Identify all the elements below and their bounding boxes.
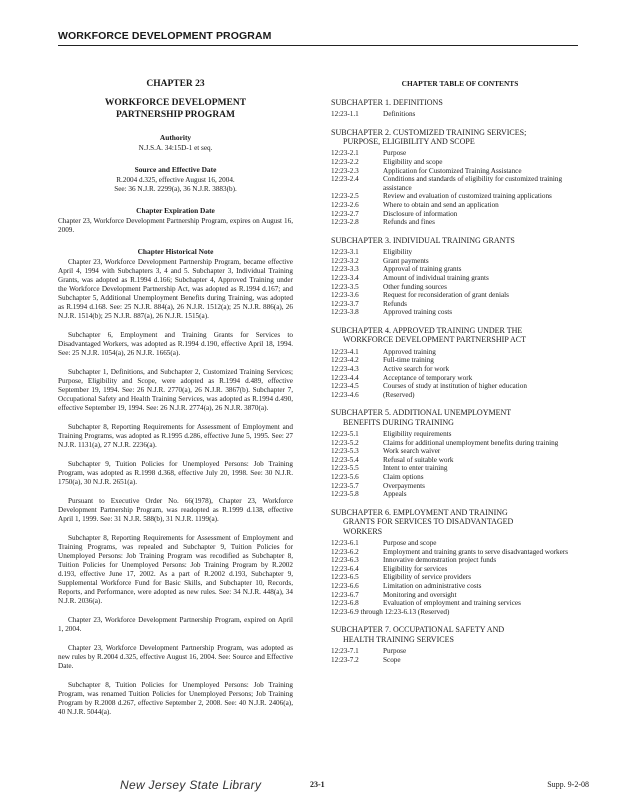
toc-entry-title: Grant payments [383, 256, 429, 265]
subchapter-heading-line: SUBCHAPTER 7. OCCUPATIONAL SAFETY AND [331, 625, 505, 635]
toc-entry-number: 12:23-4.3 [331, 364, 359, 373]
toc-entry-title: Purpose and scope [383, 539, 437, 548]
toc-entry-title: Limitation on administrative costs [383, 582, 482, 591]
toc-entry [331, 274, 589, 283]
subchapter-heading-line: SUBCHAPTER 2. CUSTOMIZED TRAINING SERVICES; [331, 127, 527, 137]
toc-entry-number: 12:23-3.6 [331, 291, 359, 300]
subchapter-heading [331, 625, 589, 644]
toc-entry [331, 591, 589, 600]
toc-entry-number: 12:23-4.5 [331, 382, 359, 391]
toc-entry-title: Eligibility requirements [383, 430, 452, 439]
toc-entry [331, 149, 589, 158]
toc-entry [331, 464, 589, 473]
toc-entry-number: 12:23-2.4 [331, 175, 359, 184]
toc-entry-title: Definitions [383, 110, 416, 118]
chapter-title-line: PARTNERSHIP PROGRAM [115, 109, 236, 120]
toc-entry [331, 391, 589, 400]
historical-note-paragraph: Subchapter 8, Reporting Requirements for Assessment of Employment and Training Programs, was adopted as R.1995 d.286, effective June 5, 1995. See: 27 N.J.R. 1131(a), 27 N.J.R. 2236(a). [58, 423, 293, 449]
toc-entry-number: 12:23-6.7 [331, 590, 359, 599]
toc-entry-title: Eligibility [383, 248, 413, 257]
historical-notes [58, 258, 293, 717]
toc-entry-title: Courses of study at institution of higher education [383, 382, 527, 391]
toc-entry-number: 12:23-3.8 [331, 308, 359, 317]
header-rule [58, 45, 578, 46]
toc-entry-title: Claims for additional unemployment benefits during training [383, 438, 559, 447]
toc-entry-title: Refunds and fines [383, 218, 435, 227]
toc-entry-title: Employment and training grants to serve disadvantaged workers [383, 547, 569, 556]
toc-entry [331, 201, 589, 210]
toc-entry-number: 12:23-4.2 [331, 356, 359, 365]
toc-entry [331, 283, 589, 292]
toc-entry-title: Approved training costs [383, 308, 453, 317]
historical-note-paragraph: Pursuant to Executive Order No. 66(1978), Chapter 23, Workforce Development Partnership Program, was readopted as R.1999 d.138, effective April 1, 1999. See: 31 N.J.R. 588(b), 31 N.J.R. 1199(a). [58, 497, 293, 523]
toc-entry-number: 12:23-2.8 [331, 218, 359, 227]
toc-entry-title: Other funding sources [383, 282, 447, 291]
toc-entry-number: 12:23-3.3 [331, 265, 359, 274]
toc-entry [331, 430, 589, 439]
toc-title: CHAPTER TABLE OF CONTENTS [401, 79, 519, 88]
toc-entry-number: 12:23-5.8 [331, 490, 359, 499]
chapter-title [58, 98, 293, 121]
toc-entry-title: Disclosure of information [383, 209, 458, 218]
toc-entry [331, 647, 589, 656]
historical-note-paragraph: Subchapter 9, Tuition Policies for Unemployed Persons: Job Training Program, was adopted as R.1998 d.368, effective July 20, 1998. See: 30 N.J.R. 1750(a), 30 N.J.R. 2651(a). [58, 460, 293, 486]
toc-entry-title: Work search waiver [383, 447, 441, 456]
toc-entry [331, 356, 589, 365]
historical-note-paragraph: Chapter 23, Workforce Development Partnership Program, expired on April 1, 2004. [58, 616, 293, 633]
toc-entry-number: 12:23-6.6 [331, 582, 359, 591]
toc-entry [331, 439, 589, 448]
source-heading: Source and Effective Date [134, 165, 217, 174]
toc-entry [331, 599, 589, 608]
subchapter-heading-line: HEALTH TRAINING SERVICES [343, 634, 454, 644]
historical-note-paragraph: Subchapter 1, Definitions, and Subchapter 2, Customized Training Services; Purpose, Eligibility and Scope, were adopted as R.1994 d.489, effective September 19, 1994. See: 26 N.J.R. 2770(a), 26 N.J.R. 3867(b). Subchapter 7, Occupational Safety and Health Training Services, was adopted as R.1994 d.490, effective September 19, 1994. See: 26 N.J.R. 2774(a), 26 N.J.R. 3870(a). [58, 368, 293, 412]
toc-entry [331, 348, 589, 357]
toc-entry [331, 565, 589, 574]
expiration-note [58, 217, 293, 235]
toc-entry [331, 382, 589, 391]
toc-entry-title: Approved training [383, 347, 436, 356]
toc-entry [331, 110, 589, 119]
toc-entry-title: Application for Customized Training Assistance [383, 166, 522, 175]
toc-entry [331, 300, 589, 309]
toc-entry [331, 365, 589, 374]
subchapter-heading-line: SUBCHAPTER 5. ADDITIONAL UNEMPLOYMENT [331, 408, 512, 418]
toc-entry [331, 218, 589, 227]
toc-entry-number: 12:23-6.3 [331, 556, 359, 565]
toc-entry-title: Eligibility of service providers [383, 573, 472, 582]
toc-entry [331, 158, 589, 167]
toc-entry [331, 248, 589, 257]
toc-entry-number: 12:23-5.5 [331, 464, 359, 473]
toc-entry [331, 556, 589, 565]
toc-entry-title: Review and evaluation of customized training applications [383, 192, 552, 201]
subchapter-heading [331, 236, 589, 245]
toc-entry-number: 12:23-3.4 [331, 273, 359, 282]
toc-entry-title: Active search for work [383, 364, 450, 373]
toc-entry-number: 12:23-3.5 [331, 282, 359, 291]
toc-entry-number: 12:23-2.1 [331, 149, 359, 158]
toc-entry-number: 12:23-3.1 [331, 248, 359, 257]
subchapter-heading [331, 508, 589, 536]
toc-entry-number: 12:23-6.2 [331, 547, 359, 556]
toc-entry-title: Innovative demonstration project funds [383, 556, 497, 565]
right-column [331, 80, 589, 664]
subchapter-heading-line: SUBCHAPTER 4. APPROVED TRAINING UNDER THE [331, 325, 523, 335]
toc-entry [331, 548, 589, 557]
toc-entry-number: 12:23-5.1 [331, 430, 359, 439]
toc-entry-title: Evaluation of employment and training services [383, 599, 521, 608]
toc-entry-number: 12:23-3.2 [331, 256, 359, 265]
toc-entry-number: 12:23-6.4 [331, 564, 359, 573]
expiration-heading: Chapter Expiration Date [136, 206, 215, 215]
toc-entry [331, 192, 589, 201]
toc-entry [331, 167, 589, 176]
toc-entry-title: Intent to enter training [383, 464, 448, 473]
toc-entry-number: 12:23-5.4 [331, 455, 359, 464]
subchapter-heading-line: WORKERS [343, 526, 383, 536]
toc-entry-number: 12:23-5.6 [331, 473, 359, 482]
source-text: R.2004 d.325, effective August 16, 2004. [116, 176, 235, 184]
toc-entry-number: 12:23-2.6 [331, 200, 359, 209]
table-of-contents [331, 98, 589, 665]
toc-entry [331, 447, 589, 456]
toc-entry-title: Approval of training grants [383, 265, 462, 274]
toc-entry-title: Refusal of suitable work [383, 455, 454, 464]
subchapter-heading-line: BENEFITS DURING TRAINING [343, 417, 454, 427]
toc-entry-title: Eligibility and scope [383, 158, 443, 166]
supplement-date: Supp. 9-2-08 [547, 780, 589, 789]
toc-entry-number: 12:23-7.2 [331, 655, 359, 664]
running-head: WORKFORCE DEVELOPMENT PROGRAM [58, 30, 272, 42]
historical-note-paragraph: Chapter 23, Workforce Development Partnership Program, was adopted as new rules by R.2004 d.325, effective August 16, 2004. See: Source and Effective Date. [58, 644, 293, 670]
toc-entry-title: Eligibility for services [383, 564, 448, 573]
toc-entry [331, 482, 589, 491]
toc-entry-number: 12:23-6.5 [331, 573, 359, 582]
historical-note-paragraph: Subchapter 8, Tuition Policies for Unemployed Persons: Job Training Program, was renamed Tuition Policies for Unemployed Persons; Job Training Program by R.2008 d.267, effective September 2, 2008. See: 40 N.J.R. 2406(a), 40 N.J.R. 5044(a). [58, 681, 293, 716]
toc-entry-number: 12:23-4.6 [331, 390, 359, 399]
toc-entry-number: 12:23-5.2 [331, 438, 359, 447]
toc-entry [331, 308, 589, 317]
chapter-title-line: WORKFORCE DEVELOPMENT [104, 98, 247, 108]
historical-note-paragraph: Subchapter 8, Reporting Requirements for Assessment of Employment and Training Programs, was repealed and Subchapter 9, Tuition Policies for Unemployed Persons: Job Training Program was recodified as Subchapter 8, Tuition Policies for Unemployed Persons: Job Training Program by R.2002 d.193, effective June 17, 2002. As a part of R.2002 d.193, Subchapter 9, Supplemental Workforce Fund for Basic Skills, and Subchapter 10, Records, Reports, and Performance, were adopted as new rules. See: 34 N.J.R. 448(a), 34 N.J.R. 2036(a). [58, 534, 293, 605]
toc-entry-number: 12:23-6.8 [331, 599, 359, 608]
toc-entry-title: Acceptance of temporary work [383, 373, 473, 382]
toc-entry [331, 374, 589, 383]
toc-entry-title: Request for reconsideration of grant denials [383, 291, 509, 300]
toc-entry-title: Claim options [383, 473, 424, 482]
toc-entry [331, 291, 589, 300]
toc-entry-title: Purpose [383, 149, 407, 158]
subchapter-heading [331, 408, 589, 427]
toc-entry [331, 210, 589, 219]
toc-entry-title: Purpose [383, 647, 407, 656]
subchapter-heading-line: PURPOSE, ELIGIBILITY AND SCOPE [343, 137, 475, 146]
toc-entry-number: 12:23-2.5 [331, 192, 359, 201]
toc-entry-number: 12:23-1.1 [331, 110, 359, 118]
library-watermark: New Jersey State Library [120, 778, 262, 792]
expiration-text: Chapter 23, Workforce Development Partnership Program, expires on August 16, 2009. [58, 217, 293, 234]
toc-entry-number: 12:23-5.7 [331, 481, 359, 490]
historical-note-paragraph: Chapter 23, Workforce Development Partnership Program, became effective April 4, 1994 with Subchapters 3, 4 and 5. Subchapter 3, Individual Training Grants, was adopted as R.1994 d.166; Subchapter 4, Approved Training under the Workforce Development Partnership Act, was adopted as R.1994 d.167; and Subchapter 5, Additional Unemployment Benefits during Training, was adopted as R.1994 d.168. See: 25 N.J.R. 884(a), 26 N.J.R. 1512(a); 25 N.J.R. 886(a), 26 N.J.R. 1514(b); 25 N.J.R. 887(a), 26 N.J.R. 1515(a). [58, 258, 293, 320]
toc-entry-number: 12:23-3.7 [331, 299, 359, 308]
footer [58, 778, 589, 794]
subchapter-heading [331, 128, 589, 147]
history-heading: Chapter Historical Note [137, 247, 214, 256]
toc-entry-number: 12:23-2.7 [331, 209, 359, 218]
toc-entry-title: Overpayments [383, 481, 425, 490]
subchapter-heading-line: SUBCHAPTER 6. EMPLOYMENT AND TRAINING [331, 507, 508, 517]
toc-entry-number: 12:23-4.4 [331, 373, 359, 382]
toc-entry [331, 656, 589, 665]
authority-heading: Authority [159, 133, 192, 142]
toc-entry-title: Full-time training [383, 356, 434, 365]
toc-entry [331, 456, 589, 465]
authority-text: N.J.S.A. 34:15D-1 et seq. [138, 144, 213, 152]
toc-entry [331, 473, 589, 482]
toc-entry-number: 12:23-2.3 [331, 166, 359, 175]
toc-entry [331, 582, 589, 591]
subchapter-heading-line: SUBCHAPTER 3. INDIVIDUAL TRAINING GRANTS [331, 235, 515, 245]
subchapter-heading-line: WORKFORCE DEVELOPMENT PARTNERSHIP ACT [343, 335, 527, 345]
historical-note-paragraph: Subchapter 6, Employment and Training Grants for Services to Disadvantaged Workers, was adopted as R.1994 d.190, effective April 18, 1994. See: 25 N.J.R. 1054(a), 26 N.J.R. 1665(a). [58, 331, 293, 357]
left-column [58, 80, 293, 727]
toc-entry-number: 12:23-2.2 [331, 158, 359, 166]
toc-entry [331, 257, 589, 266]
toc-entry-title: Scope [383, 655, 401, 664]
toc-entry [331, 490, 589, 499]
toc-entry [331, 539, 589, 548]
toc-entry [331, 573, 589, 582]
toc-entry-title: Where to obtain and send an application [383, 200, 499, 209]
toc-entry-title: Conditions and standards of eligibility for customized training assistance [383, 175, 563, 192]
toc-entry-range: 12:23-6.9 through 12:23-6.13 (Reserved) [331, 607, 450, 616]
subchapter-heading-line: GRANTS FOR SERVICES TO DISADVANTAGED [343, 517, 514, 527]
chapter-number: CHAPTER 23 [146, 79, 205, 89]
toc-entry-title: Amount of individual training grants [383, 273, 489, 282]
toc-entry-title: (Reserved) [383, 390, 415, 399]
subchapter-heading-line: SUBCHAPTER 1. DEFINITIONS [331, 97, 443, 107]
toc-entry-number: 12:23-7.1 [331, 647, 359, 656]
toc-entry-title: Refunds [383, 299, 407, 308]
page-number: 23-1 [310, 780, 325, 789]
subchapter-heading [331, 326, 589, 345]
toc-entry-title: Appeals [383, 490, 407, 499]
toc-entry-number: 12:23-4.1 [331, 347, 359, 356]
subchapter-heading [331, 98, 589, 107]
toc-entry [331, 175, 589, 192]
toc-entry [331, 265, 589, 274]
source-text: See: 36 N.J.R. 2299(a), 36 N.J.R. 3883(b). [114, 185, 237, 193]
toc-entry-number: 12:23-5.3 [331, 447, 359, 456]
toc-entry-number: 12:23-6.1 [331, 539, 359, 548]
toc-entry-title: Monitoring and oversight [383, 590, 457, 599]
